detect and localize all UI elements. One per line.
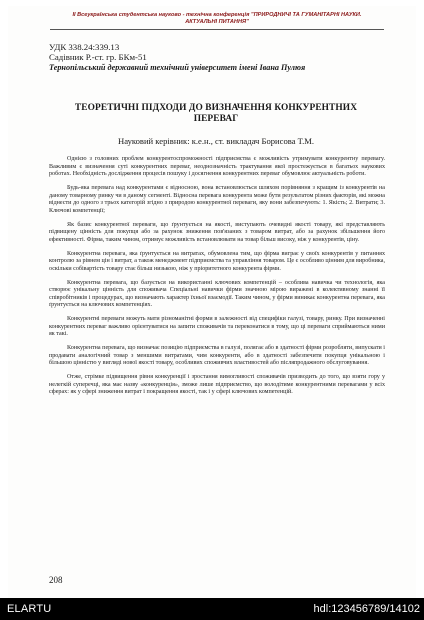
paragraph: Будь-яка перевага над конкурентами є відносною, вона встановлюється шляхом порівняння з кращим із конкурентів на даному товарному ринку чи в даному сегменті. Відносна перевага конкурента може бути результатом різних факторів, які можна віднести до одного з трьох категорій згідно з природою конкурентної переваги, яку вони забезпечують: 1. Якість; 2. Витрати; 3. Ключові компетенції; [49,185,385,214]
paragraph: Конкурентна перевага, що базується на використанні ключових компетенцій – особлива навичка чи технологія, яка створює унікальну цінність для споживача Спеціальні навички фірми значною мірою виражені в колективному знанні її співробітників і процедурах, що визначають характер їхньої взаємодії. Таким чином, у фірми виникає конкурентна перевага, яка ґрунтується на ключових компетенціях. [49,279,385,308]
handle-link[interactable]: hdl:123456789/14102 [313,603,420,615]
paragraph: Як базис конкурентної переваги, що ґрунтується на якості, виступають очевидні якості товару, які представляють підвищену цінність для покупця або за рахунок зниження пов'язаних з товаром витрат, або за рахунок збільшення його ефективності. Фірма, таким чином, отримує можливість встановлювати на товар більш високу, ніж у конкурентів, ціну. [49,221,385,243]
conference-line-2: АКТУАЛЬНІ ПИТАННЯ" [185,19,249,25]
supervisor: Науковий керівник: к.е.н., ст. викладач Борисова Т.М. [117,136,315,146]
article-meta [49,42,305,73]
conference-header [48,12,386,26]
paragraph: Однією з головних проблем конкурентоспроможності підприємства є можливість утримувати конкурентну перевагу. Важливим є визначення суті конкурентних переваг, неоднозначність трактування якої простежується в багатьох наукових роботах. Необхідність дослідження процесів пошуку і досягнення конкурентних переваг обумовлює актуальність роботи. [49,156,385,177]
document-page [8,6,416,598]
paragraph: Конкурентна перевага, що визначає позицію підприємства в галузі, полягає або в здатності фірми розробляти, випускати і продавати аналогічний товар з меншими витратами, чим конкуренти, або в здатності забезпечити покупця унікальною і більшою цінністю у вигляді нової якості товару, особливих споживчих властивостей або післяпродажного обслуговування. [49,345,385,366]
paragraph: Конкурентні переваги можуть мати різноманітні форми в залежності від специфіки галузі, товару, ринку. При визначенні конкурентних переваг важливо орієнтуватися на запити споживачів та переконатися в тому, що ці переваги сприймаються ними як такі. [49,316,385,337]
paragraph: Конкурентна перевага, яка ґрунтується на витратах, обумовлена тим, що фірма виграє у своїх конкурентів у питаннях контролю за рівнем цін і витрат, а також менеджмент підприємства та управління товаром. Це є особливо цінним для виробника, оскільки собівартість товару стає більш низькою, ніж у пріоритетного конкурента фірми. [49,250,385,272]
article-title: ТЕОРЕТИЧНІ ПІДХОДИ ДО ВИЗНАЧЕННЯ КОНКУРЕНТНИХ ПЕРЕВАГ [74,103,358,124]
paragraph: Отже, стрімке підвищення рівня конкуренції і зростання вимогливості споживачів призводить до того, що взяти гору у нелегкій суперечці, яка має назву «конкуренція», зможе лише підприємство, що володітиме конкурентними перевагами у всіх сферах: як у сфері зниження витрат і покращення якості, так і у сфері ключових компетенцій. [49,374,385,395]
article-body [49,156,385,403]
header-divider [50,29,384,30]
conference-line-1: ІІ Всеукраїнська студентська науково - технічна конференція "ПРИРОДНИЧІ ТА ГУМАНІТАРНІ НАУКИ. [72,12,362,18]
page-number: 208 [49,575,63,585]
author: Садівник Р.-ст. гр. БКм-51 [49,52,147,63]
university: Тернопільський державний технічний університет імені Івана Пулюя [49,62,306,72]
udc-code: УДК 338.24:339.13 [49,42,120,52]
repository-name[interactable]: ELARTU [7,603,52,615]
repository-footer-bar [0,598,424,620]
